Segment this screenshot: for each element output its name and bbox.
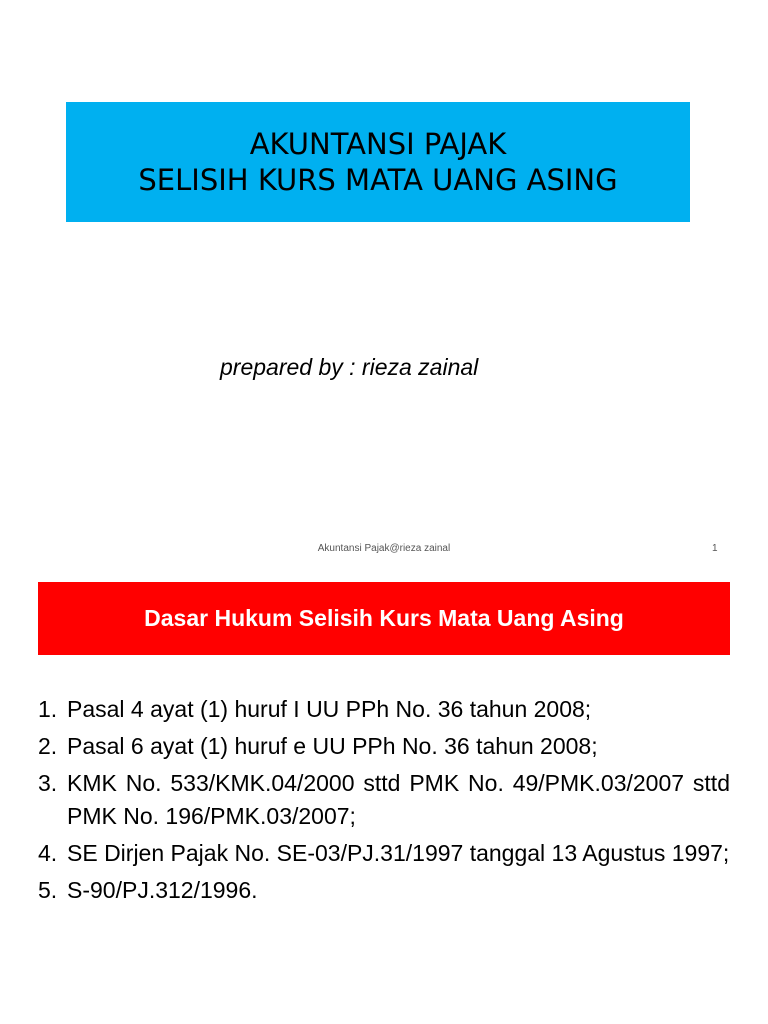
list-item [38, 767, 730, 833]
list-item-text: Pasal 4 ayat (1) huruf I UU PPh No. 36 tahun 2008; [67, 696, 592, 722]
slide1-title-line2: SELISIH KURS MATA UANG ASING [138, 163, 618, 197]
prepared-by-text: prepared by : rieza zainal [220, 354, 479, 380]
list-item [38, 837, 730, 870]
slide1-title-line1: AKUNTANSI PAJAK [249, 127, 507, 161]
list-item-number: 1. [38, 696, 58, 722]
page-number: 1 [712, 543, 718, 554]
slide2-title-box [38, 582, 730, 655]
list-item-number: 4. [38, 840, 58, 866]
list-item-number: 2. [38, 733, 58, 759]
slide2-title: Dasar Hukum Selisih Kurs Mata Uang Asing [144, 605, 624, 631]
legal-basis-list [38, 693, 730, 911]
list-item-text: SE Dirjen Pajak No. SE-03/PJ.31/1997 tanggal 13 Agustus 1997; [67, 840, 730, 866]
list-item-text: S-90/PJ.312/1996. [67, 877, 258, 903]
slide1-title-box [66, 102, 690, 222]
list-item-text: KMK No. 533/KMK.04/2000 sttd PMK No. 49/PMK.03/2007 sttd PMK No. 196/PMK.03/2007; [67, 770, 730, 829]
slide-footer: Akuntansi Pajak@rieza zainal [317, 543, 451, 554]
list-item [38, 730, 730, 763]
list-item-number: 5. [38, 877, 58, 903]
list-item-text: Pasal 6 ayat (1) huruf e UU PPh No. 36 tahun 2008; [67, 733, 598, 759]
list-item [38, 874, 730, 907]
list-item [38, 693, 730, 726]
list-item-number: 3. [38, 770, 58, 796]
